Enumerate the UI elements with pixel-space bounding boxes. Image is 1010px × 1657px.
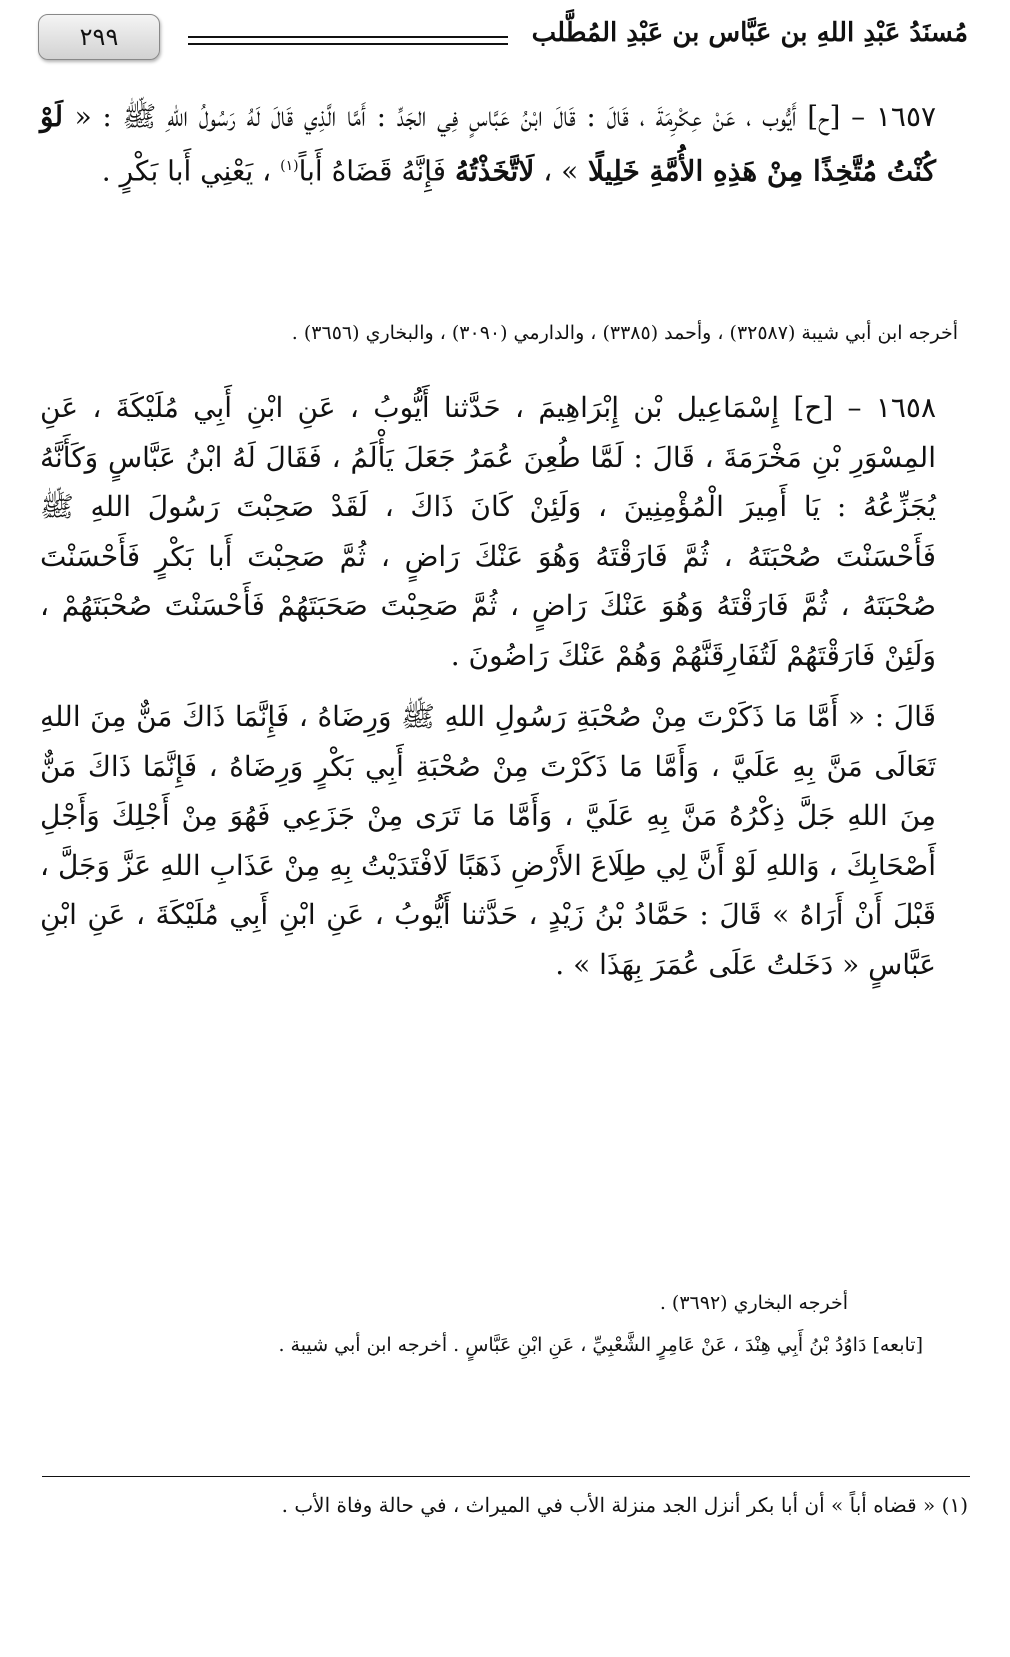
hadith-1658-paragraph-2: قَالَ : « أَمَّا مَا ذَكَرْتَ مِنْ صُحْبَةِ رَسُولِ اللهِ ﷺ وَرِضَاهُ ، فَإِنَّمَا ذَاكَ مَنٌّ مِنَ اللهِ تَعَالَى مَنَّ بِهِ عَلَيَّ ، وَأَمَّا مَا ذَكَرْتَ مِنْ صُحْبَةِ أَبِي بَكْرٍ وَرِضَاهُ ، فَإِنَّمَا ذَاكَ مَنٌّ مِنَ اللهِ جَلَّ ذِكْرُهُ مَنَّ بِهِ عَلَيَّ ، وَأَمَّا مَا تَرَى مِنْ جَزَعِي فَهُوَ مِنْ أَجْلِكَ وَأَجْلِ أَصْحَابِكَ ، وَاللهِ لَوْ أَنَّ لِي طِلَاعَ الأَرْضِ ذَهَبًا لَافْتَدَيْتُ بِهِ مِنْ عَذَابِ اللهِ عَزَّ وَجَلَّ ، قَبْلَ أَنْ أَرَاهُ » قَالَ : حَمَّادُ بْنُ زَيْدٍ ، حَدَّثنا أَيُّوبُ ، عَنِ ابْنِ أَبِي مُلَيْكَةَ ، عَنِ ابْنِ عَبَّاسٍ « دَخَلتُ عَلَى عُمَرَ بِهَذَا » . bbox=[40, 700, 936, 981]
hadith-1657-mid: » ، bbox=[534, 153, 579, 187]
hadith-1657-tail: فَإِنَّهُ قَضَاهُ أَباً bbox=[298, 153, 455, 187]
footnote-1: (١) « قضاه أباً » أن أبا بكر أنزل الجد منزلة الأب في الميراث ، في حالة وفاة الأب . bbox=[281, 1493, 968, 1517]
footnote-ref: (١) bbox=[280, 157, 299, 174]
header-rule bbox=[188, 36, 508, 45]
hadith-1657-quote: لَوْ كُنْتُ مُتَّخِذًا مِنْ هَذِهِ الأُمَّةِ خَلِيلًا bbox=[40, 100, 936, 187]
mutabaa-note: [تابعه] دَاوُدُ بْنُ أَبِي هِنْدَ ، عَنْ عَامِرٍ الشَّعْبِيِّ ، عَنِ ابْنِ عَبَّاسٍ . أخرجه ابن أبي شيبة . bbox=[278, 1334, 923, 1356]
footnote-divider bbox=[42, 1476, 970, 1477]
takhrij-1658: أخرجه البخاري (٣٦٩٢) . bbox=[659, 1292, 848, 1314]
running-header bbox=[38, 14, 968, 60]
page-number-badge: ٢٩٩ bbox=[38, 14, 160, 60]
takhrij-1657: أخرجه ابن أبي شيبة (٣٢٥٨٧) ، وأحمد (٣٣٨٥) ، والدارمي (٣٠٩٠) ، والبخاري (٣٦٥٦) . bbox=[291, 322, 958, 344]
hadith-1657-quote2: لَاتَّخَذْتُهُ bbox=[454, 153, 535, 187]
hadith-1658-paragraph-1: ١٦٥٨ – [ح] إِسْمَاعِيل بْن إِبْرَاهِيمَ ، حَدَّثنا أَيُّوبُ ، عَنِ ابْنِ أَبِي مُلَيْكَةَ ، عَنِ المِسْوَرِ بْنِ مَخْرَمَةَ ، قَالَ : لَمَّا طُعِنَ عُمَرُ جَعَلَ يَأْلَمُ ، فَقَالَ لَهُ ابْنُ عَبَّاسٍ وَكَأَنَّهُ يُجَزِّعُهُ : يَا أَمِيرَ الْمُؤْمِنِينَ ، وَلَئِنْ كَانَ ذَاكَ ، لَقَدْ صَحِبْتَ رَسُولَ اللهِ ﷺ فَأَحْسَنْتَ صُحْبَتَهُ ، ثُمَّ فَارَقْتَهُ وَهُوَ عَنْكَ رَاضٍ ، ثُمَّ صَحِبْتَ أَبا بَكْرٍ فَأَحْسَنْتَ صُحْبَتَهُ ، ثُمَّ فَارَقْتَهُ وَهُوَ عَنْكَ رَاضٍ ، ثُمَّ صَحِبْتَ صَحَبَتَهُمْ فَأَحْسَنْتَ صُحْبَتَهُمْ ، وَلَئِنْ فَارَقْتَهُمْ لَتُفَارِقَنَّهُمْ وَهُمْ عَنْكَ رَاضُونَ . bbox=[40, 391, 937, 672]
hadith-1657-end: ، يَعْنِي أَبا بَكْرٍ . bbox=[101, 153, 281, 187]
hadith-1657-lead: ١٦٥٧ – [ح] أَيُّوب ، عَنْ عِكْرِمَةَ ، قَالَ : قَالَ ابْنُ عَبَّاسٍ فِي الجَدِّ : أَمَّا الَّذِي قَالَ لَهُ رَسُولُ اللهِ ﷺ : « bbox=[74, 100, 937, 133]
hadith-1657 bbox=[40, 92, 968, 195]
hadith-1658 bbox=[40, 383, 968, 989]
header-title: مُسنَدُ عَبْدِ اللهِ بن عَبَّاس بن عَبْدِ المُطَّلب bbox=[531, 18, 968, 48]
